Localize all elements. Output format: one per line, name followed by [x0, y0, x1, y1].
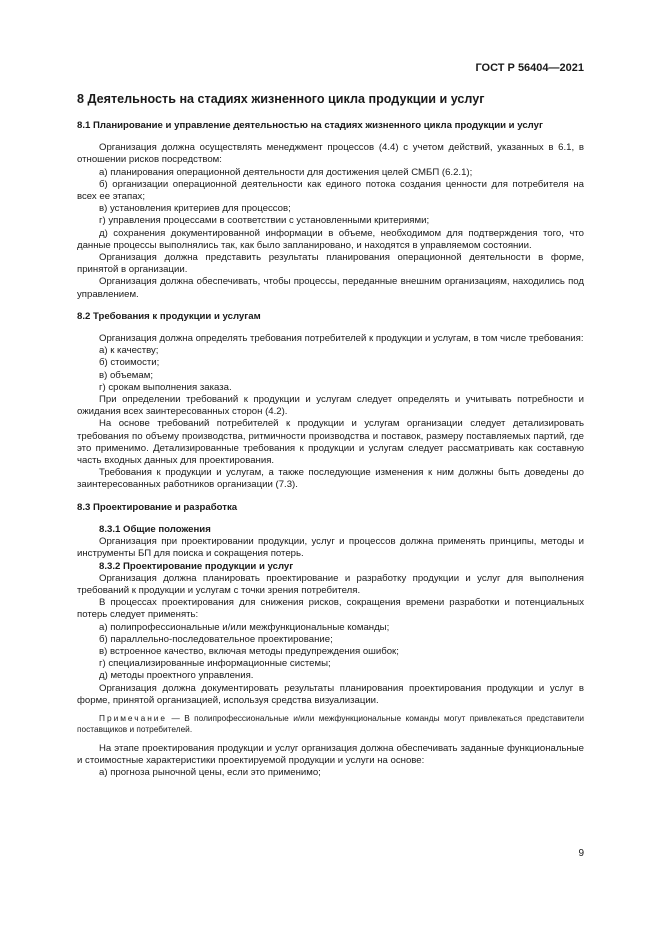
section-8-3-title: 8.3 Проектирование и разработка — [77, 501, 238, 513]
list-item: а) к качеству; — [99, 345, 159, 357]
standard-header: ГОСТ Р 56404—2021 — [475, 62, 584, 74]
note-text: — В полипрофессиональные и/или межфункциональные команды могут привлекаться представители поставщиков и потребителей. — [77, 712, 584, 734]
list-item: г) срокам выполнения заказа. — [99, 381, 232, 393]
list-item: б) параллельно-последовательное проектирование; — [99, 633, 333, 645]
paragraph: В процессах проектирования для снижения рисков, сокращения времени разработки и потенциальных потерь следует применять: — [77, 597, 584, 621]
section-8-2-title: 8.2 Требования к продукции и услугам — [77, 310, 261, 322]
paragraph: Требования к продукции и услугам, а также последующие изменения к ним должны быть доведены до заинтересованных работников организации (7.3). — [77, 467, 584, 491]
list-item: а) прогноза рыночной цены, если это применимо; — [99, 767, 321, 779]
list-item: б) стоимости; — [99, 357, 160, 369]
section-8-1-title: 8.1 Планирование и управление деятельностью на стадиях жизненного цикла продукции и услуг — [77, 120, 543, 131]
list-item: в) объемам; — [99, 369, 153, 381]
page-content — [77, 92, 584, 780]
list-item: а) полипрофессиональные и/или межфункциональные команды; — [99, 621, 390, 633]
paragraph: Организация должна планировать проектирование и разработку продукции и услуг для выполнения требований к продукции и услугам с точки зрения потребителя. — [77, 572, 584, 596]
note-label: Примечание — [99, 712, 168, 723]
page-number: 9 — [578, 848, 584, 859]
list-item: г) специализированные информационные системы; — [99, 658, 331, 670]
list-item: д) методы проектного управления. — [99, 670, 254, 682]
list-item: б) организации операционной деятельности как единого потока создания ценности для потребителя на всех ее этапах; — [77, 178, 584, 203]
paragraph: На этапе проектирования продукции и услуг организация должна обеспечивать заданные функциональные и стоимостные характеристики проектируемой продукции и услуги на основе: — [77, 742, 584, 767]
section-8-3-2-title: 8.3.2 Проектирование продукции и услуг — [99, 560, 294, 572]
list-item: г) управления процессами в соответствии с установленными критериями; — [99, 215, 430, 227]
note — [77, 713, 584, 735]
paragraph: Организация должна определять требования потребителей к продукции и услугам, в том числе требования: — [99, 333, 584, 345]
paragraph: Организация должна документировать результаты планирования проектирования продукции и услуг в форме, принятой организацией, используя средства визуализации. — [77, 682, 584, 706]
section-8-3-1-title: 8.3.1 Общие положения — [99, 523, 211, 535]
paragraph: Организация должна представить результаты планирования операционной деятельности в форме, принятой в организации. — [77, 252, 584, 276]
section-8-title: 8 Деятельность на стадиях жизненного цикла продукции и услуг — [77, 92, 485, 106]
list-item: в) установления критериев для процессов; — [99, 203, 291, 215]
paragraph: При определении требований к продукции и услугам следует определять и учитывать потребности и ожидания всех заинтересованных сторон (4.2). — [77, 394, 584, 418]
paragraph: Организация должна осуществлять менеджмент процессов (4.4) с учетом действий, указанных в 6.1, в отношении рисков посредством: — [77, 142, 584, 166]
list-item: в) встроенное качество, включая методы предупреждения ошибок; — [99, 645, 399, 657]
paragraph: Организация при проектировании продукции, услуг и процессов должна применять принципы, методы и инструменты БП для поиска и сокращения потерь. — [77, 536, 584, 560]
list-item: а) планирования операционной деятельности для достижения целей СМБП (6.2.1); — [99, 166, 473, 178]
list-item: д) сохранения документированной информации в объеме, необходимом для подтверждения того, что данные процессы выполнялись так, как было запланировано, и находятся в управляемом состоянии. — [77, 227, 584, 251]
paragraph: На основе требований потребителей к продукции и услугам организации следует детализировать требования по объему производства, ритмичности производства и поставок, размеру поставляемых партий, где это применимо. Детализированные требования к продукции и услугам следует рассматривать как составную часть входных данных для проектирования. — [77, 418, 584, 467]
paragraph: Организация должна обеспечивать, чтобы процессы, переданные внешним организациям, находились под управлением. — [77, 276, 584, 300]
